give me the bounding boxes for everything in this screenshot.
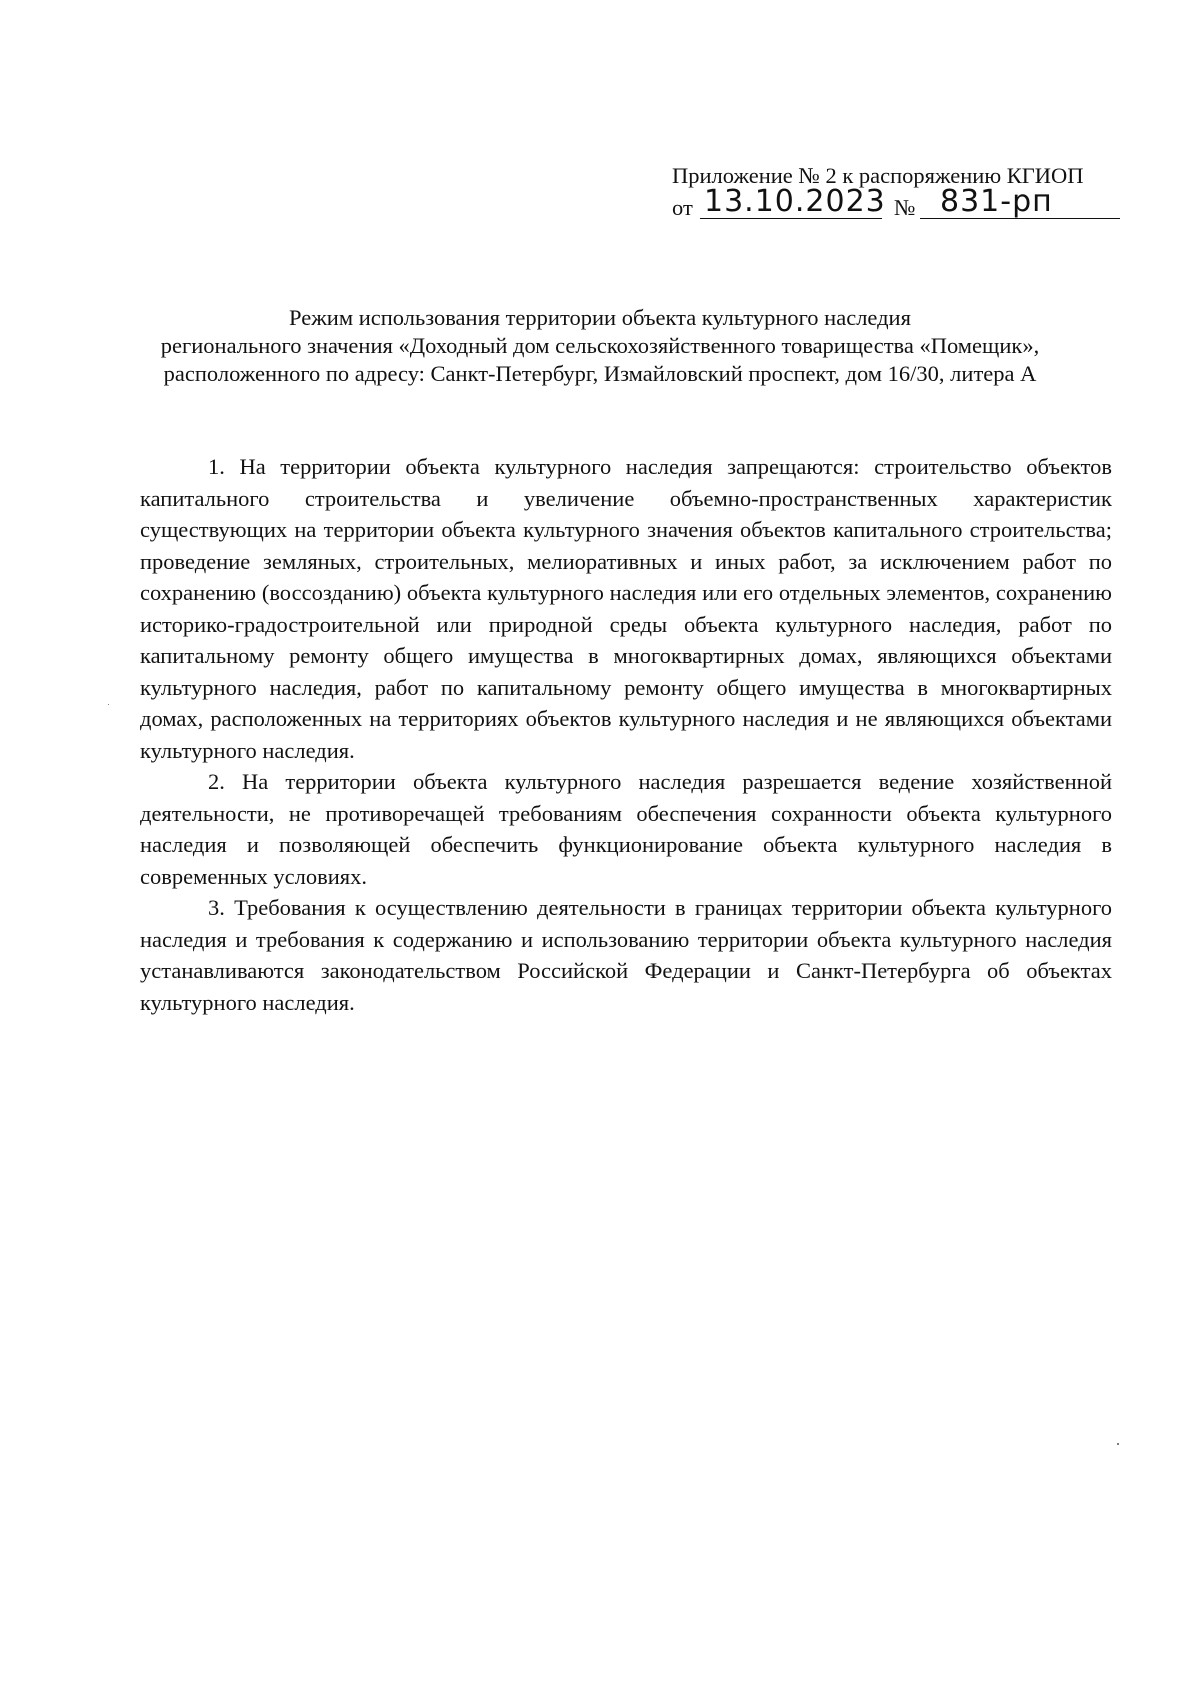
paragraph-1: 1. На территории объекта культурного наследия запрещаются: строительство объектов капитального строительства и увеличение объемно-пространственных характеристик существующих на территории объекта культурного значения объектов капитального строительства; проведение земляных, строительных, мелиоративных и иных работ, за исключением работ по сохранению (воссозданию) объекта культурного наследия или его отдельных элементов, сохранению историко-градостроительной или природной среды объекта культурного наследия, работ по капитальному ремонту общего имущества в многоквартирных домах, являющихся объектами культурного наследия, работ по капитальному ремонту общего имущества в многоквартирных домах, расположенных на территориях объектов культурного наследия и не являющихся объектами культурного наследия. <box>140 454 1112 763</box>
scan-speck <box>108 704 109 705</box>
title-line-2: регионального значения «Доходный дом сельскохозяйственного товарищества «Помещик», <box>160 333 1040 358</box>
paragraph-3: 3. Требования к осуществлению деятельности в границах территории объекта культурного наследия и требования к содержанию и использованию территории объекта культурного наследия устанавливаются законодательством Российской Федерации и Санкт-Петербурга об объектах культурного наследия. <box>140 895 1112 1015</box>
handwritten-number: 831-рп <box>940 184 1053 219</box>
title-line-1: Режим использования территории объекта культурного наследия <box>289 305 911 330</box>
handwritten-date: 13.10.2023 <box>704 184 886 219</box>
document-title <box>100 304 1100 388</box>
number-sign: № <box>894 195 916 220</box>
scan-speck <box>1117 1443 1119 1445</box>
document-body <box>140 451 1112 1018</box>
title-line-3: расположенного по адресу: Санкт-Петербург, Измайловский проспект, дом 16/30, литера А <box>163 361 1037 386</box>
annex-title: Приложение № 2 к распоряжению КГИОП <box>672 163 1084 188</box>
order-reference <box>672 184 1142 224</box>
date-prefix: от <box>672 195 693 220</box>
paragraph-2: 2. На территории объекта культурного наследия разрешается ведение хозяйственной деятельности, не противоречащей требованиям обеспечения сохранности объекта культурного наследия и позволяющей обеспечить функционирование объекта культурного наследия в современных условиях. <box>140 769 1112 889</box>
annex-header <box>672 162 1142 224</box>
